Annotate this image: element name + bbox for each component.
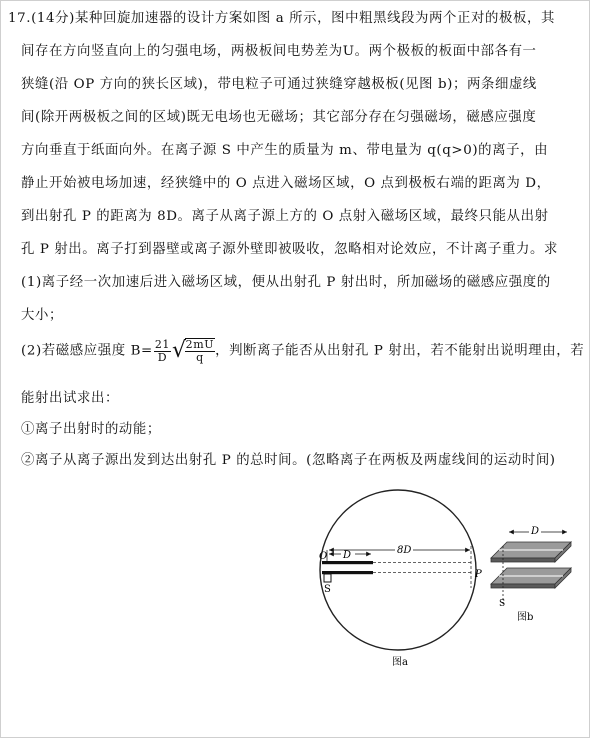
question-2-line-1 [21, 338, 584, 376]
cyclotron-chamber [320, 490, 476, 650]
problem-line-4: 间(除开两极板之间的区域)既无电场也无磁场；其它部分存在匀强磁场，磁感应强度 [21, 110, 537, 125]
q2-fraction-numerator: 21 [154, 337, 171, 351]
label-d: D [343, 550, 352, 561]
q2-sqrt [172, 338, 215, 364]
q2-sqrt-denominator: q [196, 351, 204, 364]
question-1-line-2: 大小； [21, 308, 63, 323]
sqrt-radical-icon: √ [172, 338, 187, 363]
question-2-sub-2: ②离子从离子源出发到达出射孔 P 的总时间。(忽略离子在两板及两虚线间的运动时间) [21, 453, 556, 468]
figure-a-caption: 图a [392, 657, 408, 668]
problem-line-3: 狭缝(沿 OP 方向的狭长区域)，带电粒子可通过狭缝穿越极板(见图 b)；两条细虚线 [21, 77, 537, 92]
figure-a [315, 488, 505, 673]
problem-line-1: 17.(14分)某种回旋加速器的设计方案如图 a 所示，图中粗黑线段为两个正对的极板，其 [8, 11, 555, 26]
problem-line-8: 孔 P 射出。离子打到器壁或离子源外壁即被吸收，忽略相对论效应，不计离子重力。求 [21, 242, 558, 257]
problem-line-6: 静止开始被电场加速，经狭缝中的 O 点进入磁场区域，O 点到极板右端的距离为 D， [21, 176, 551, 191]
q2-suffix: ，判断离子能否从出射孔 P 射出，若不能射出说明理由，若 [215, 343, 585, 359]
q2-prefix: (2)若磁感应强度 B= [21, 343, 153, 359]
label-8d: 8D [397, 545, 412, 556]
figb-label-s: S [499, 599, 506, 609]
question-2-line-2: 能射出试求出： [21, 391, 119, 406]
problem-line-2: 间存在方向竖直向上的匀强电场，两极板间电势差为U。两个极板的板面中部各有一 [21, 44, 537, 59]
question-2-sub-1: ①离子出射时的动能； [21, 422, 161, 437]
label-s: S [324, 584, 331, 595]
figure-b [487, 520, 577, 635]
q2-fraction [154, 339, 171, 364]
label-o: O [319, 551, 328, 562]
q2-sqrt-numerator: 2mU [185, 338, 215, 351]
problem-line-7: 到出射孔 P 的距离为 8D。离子从离子源上方的 O 点射入磁场区域，最终只能从出射 [21, 209, 549, 224]
ion-source-box [324, 574, 331, 582]
figure-b-caption: 图b [517, 612, 534, 623]
q2-fraction-denominator: D [157, 350, 168, 364]
problem-line-5: 方向垂直于纸面向外。在离子源 S 中产生的质量为 m、带电量为 q(q>0)的离子，由 [21, 143, 549, 158]
upper-plate [322, 561, 373, 564]
figb-label-d: D [531, 526, 540, 537]
label-p: P [475, 569, 482, 580]
question-1-line-1: (1)离子经一次加速后进入磁场区域，便从出射孔 P 射出时，所加磁场的磁感应强度的 [21, 275, 551, 290]
